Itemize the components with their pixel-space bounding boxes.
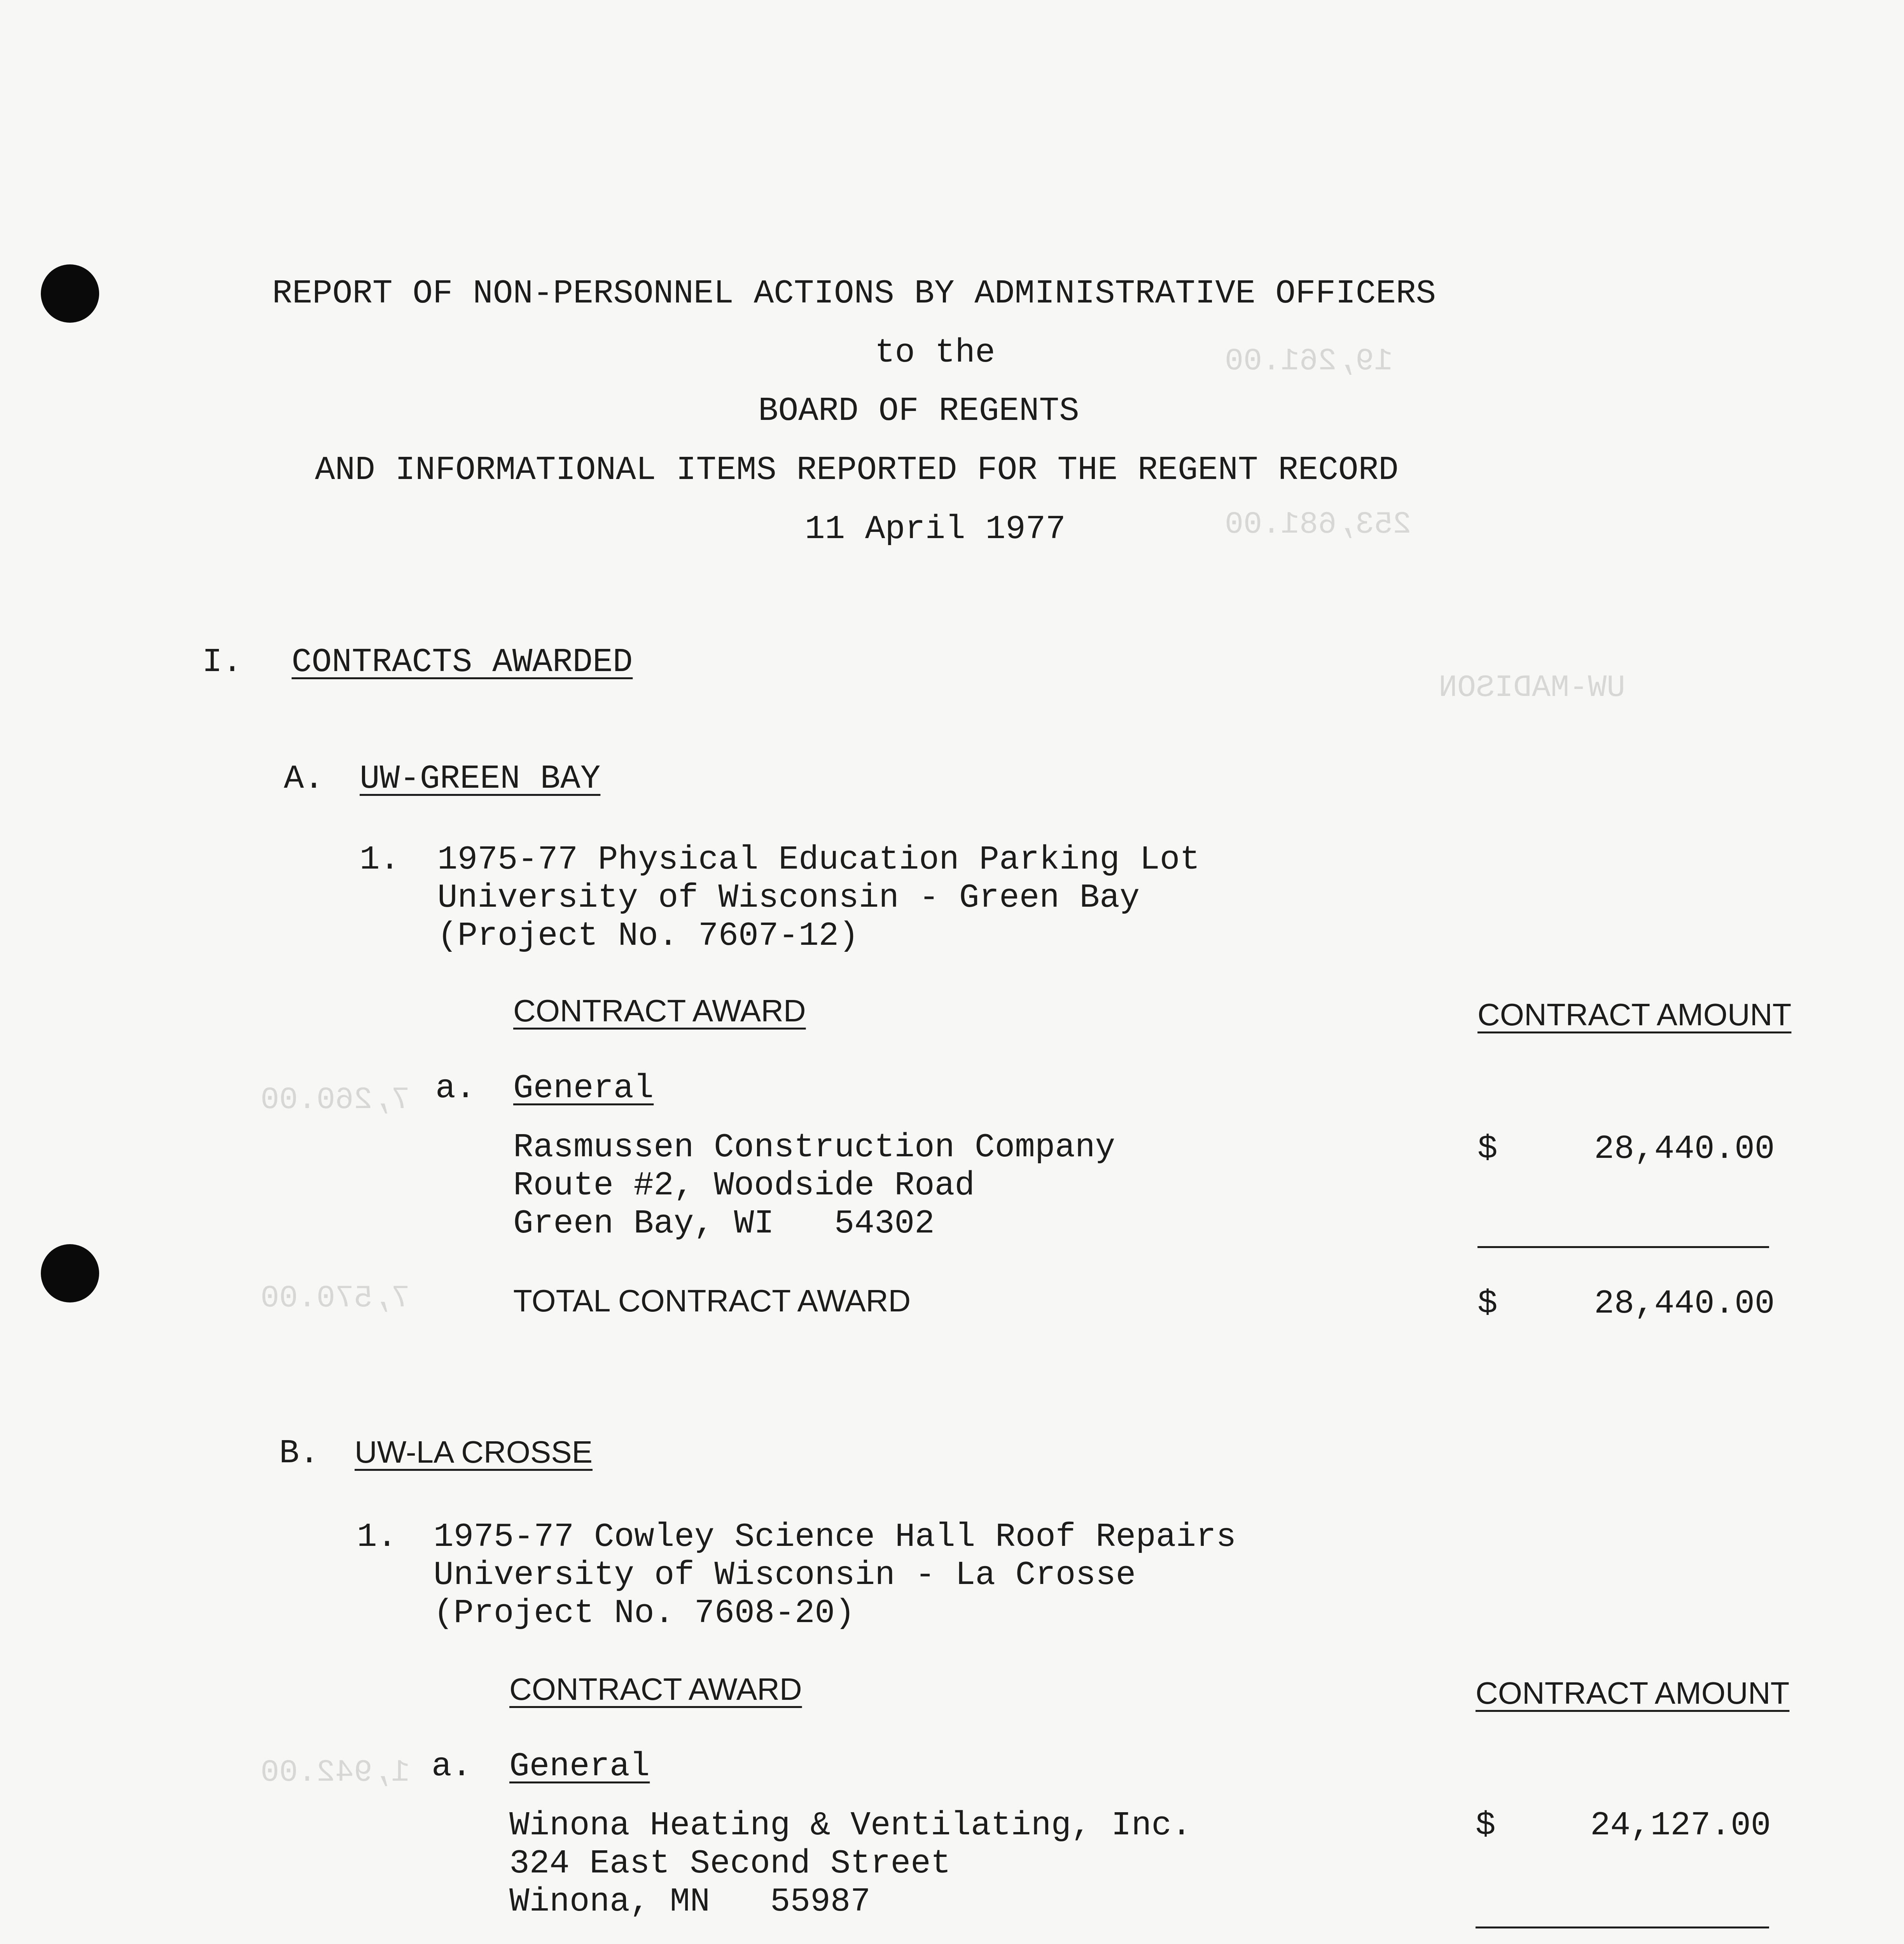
campus-letter: A. [284, 760, 324, 798]
currency-symbol: $ [1476, 1806, 1496, 1844]
award-column-header: CONTRACT AWARD [513, 993, 806, 1028]
punch-hole [41, 1244, 99, 1302]
campus-heading: UW-GREEN BAY [360, 760, 601, 798]
report-title: REPORT OF NON-PERSONNEL ACTIONS BY ADMINISTRATIVE OFFICERS [272, 274, 1436, 313]
bleed-through-text: 7,570.00 [261, 1281, 410, 1316]
item-category: General [513, 1069, 654, 1107]
total-currency: $ [1477, 1285, 1498, 1323]
total-label: TOTAL CONTRACT AWARD [513, 1283, 911, 1318]
bleed-through-text: 1,942.00 [261, 1755, 410, 1790]
bleed-through-text: UW-MADISON [1439, 670, 1626, 706]
contract-amount: 28,440.00 [1594, 1130, 1775, 1168]
contractor-address: 324 East Second Street [509, 1844, 951, 1883]
section-numeral: I. [202, 643, 243, 681]
report-subtitle: to the [875, 334, 995, 372]
item-category: General [509, 1747, 650, 1785]
project-id: (Project No. 7607-12) [437, 917, 859, 955]
award-column-header: CONTRACT AWARD [509, 1672, 802, 1706]
bleed-through-text: 19,261.00 [1225, 344, 1393, 379]
amount-column-header: CONTRACT AMOUNT [1476, 1676, 1790, 1710]
contractor-name: Rasmussen Construction Company [513, 1128, 1115, 1166]
item-letter: a. [432, 1747, 472, 1785]
contractor-address: Route #2, Woodside Road [513, 1166, 975, 1205]
total-amount: 28,440.00 [1594, 1285, 1775, 1323]
project-title: 1975-77 Cowley Science Hall Roof Repairs [434, 1518, 1236, 1556]
currency-symbol: $ [1477, 1130, 1498, 1168]
punch-hole [41, 264, 99, 323]
item-letter: a. [435, 1069, 476, 1107]
campus-letter: B. [279, 1434, 320, 1472]
total-divider [1476, 1927, 1769, 1928]
total-divider [1477, 1246, 1769, 1248]
project-campus: University of Wisconsin - Green Bay [437, 879, 1140, 917]
contractor-city: Green Bay, WI 54302 [513, 1205, 935, 1243]
project-title: 1975-77 Physical Education Parking Lot [437, 841, 1200, 879]
report-date: 11 April 1977 [805, 510, 1066, 548]
project-number: 1. [360, 841, 400, 879]
amount-column-header: CONTRACT AMOUNT [1477, 997, 1792, 1032]
contractor-city: Winona, MN 55987 [509, 1883, 871, 1921]
section-title: CONTRACTS AWARDED [292, 643, 633, 681]
board-name: BOARD OF REGENTS [758, 392, 1079, 430]
bleed-through-text: 7,260.00 [261, 1082, 410, 1118]
contractor-name: Winona Heating & Ventilating, Inc. [509, 1806, 1192, 1844]
project-number: 1. [357, 1518, 397, 1556]
project-campus: University of Wisconsin - La Crosse [434, 1556, 1136, 1594]
campus-heading: UW-LA CROSSE [355, 1435, 593, 1469]
bleed-through-text: 253,681.00 [1225, 507, 1412, 542]
contract-amount: 24,127.00 [1590, 1806, 1771, 1844]
project-id: (Project No. 7608-20) [434, 1594, 855, 1632]
report-subtitle-2: AND INFORMATIONAL ITEMS REPORTED FOR THE REGENT RECORD [315, 451, 1399, 489]
